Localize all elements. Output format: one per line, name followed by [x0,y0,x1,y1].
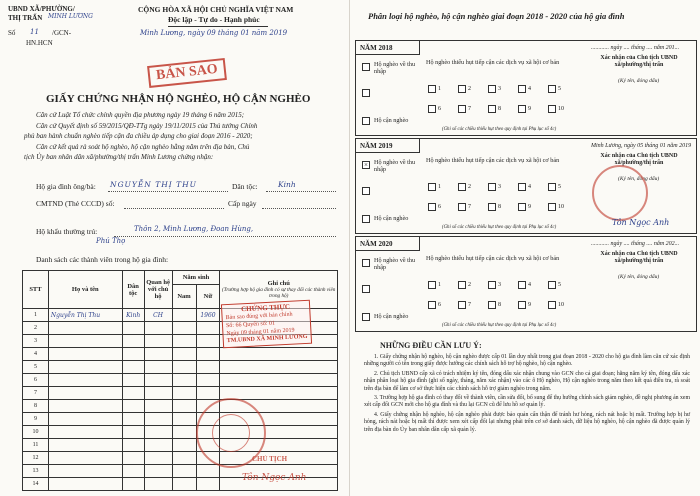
head-dotline [108,191,228,192]
year-date-line: ............ ngày .... tháng .... năm 201... [591,45,680,51]
table-row [23,374,338,387]
row-name [48,439,122,452]
lack-dimension-number: 8 [498,204,501,210]
certificate-back-page [350,0,700,496]
year-label: NĂM 2020 [356,237,420,251]
row-name [48,465,122,478]
lack-dimension-box[interactable] [488,301,496,309]
poor-income-checkbox[interactable] [362,63,370,71]
row-relation [144,322,172,335]
lack-dimension-box[interactable] [458,203,466,211]
lack-dimension-number: 6 [438,204,441,210]
year-seal [592,165,648,221]
row-male [172,452,196,465]
lack-dimension-box[interactable] [458,105,466,113]
cert-stamp-date: Ngày 09 tháng 01 năm 2019 [226,327,295,337]
row-female [196,322,220,335]
row-ethnic [122,348,144,361]
table-row [23,387,338,400]
row-name [48,348,122,361]
row-male [172,348,196,361]
lack-dimension-box[interactable] [488,105,496,113]
year-section-2 [355,138,697,234]
lack-dimension-box[interactable] [518,203,526,211]
lack-dimension-box[interactable] [458,281,466,289]
row-stt: 11 [23,439,49,452]
notes-body [364,354,690,434]
row-stt: 3 [23,335,49,348]
row-stt: 8 [23,400,49,413]
row-note [220,361,338,374]
note-4: 4. Giấy chứng nhận hộ nghèo, hộ cận nghèo phải được bảo quản cẩn thận để tránh hư hỏng, rách nát hoặc bị mất. Trường hợp bị hư hỏng, rách nát hoặc bị mất thì được xem xét cấp đổi lại nhưng phải trên cơ sở danh sách, dữ liệu hộ nghèo, hộ cận nghèo đã được quản lý trên địa bàn do Ủy ban nhân dân cấp xã quản lý. [364,411,690,433]
doc-number-suffix: /GCN- [52,29,72,37]
poor-lack-checkbox[interactable] [362,89,370,97]
poor-income-label: Hộ nghèo về thu nhập [374,159,416,174]
row-relation [144,452,172,465]
basis-decision: Căn cứ Quyết định số 59/2015/QĐ-TTg ngày 19/11/2015 của Thủ tướng Chính [36,122,258,130]
row-male [172,309,196,322]
confirm-sub: (Ký tên, đóng dấu) [618,274,660,280]
lack-dimension-number: 8 [498,302,501,308]
lack-dimension-number: 2 [468,282,471,288]
note-2: 2. Chủ tịch UBND cấp xã có trách nhiệm ký tên, đóng dấu xác nhận chung vào GCN cho cả giai đoạn; hằng năm ký tên, đóng dấu xác nhận phân loại hộ gia đình (ghi số ngày, tháng, năm xác nhận) vào các ô Hộ nghèo, Hộ cận nghèo trong năm theo kết quả điều tra, rà soát trên địa bàn để làm cơ sở thực hiện các chính sách hỗ trợ giảm nghèo trong năm. [364,370,690,392]
row-stt: 10 [23,426,49,439]
row-name [48,478,122,491]
lack-dimension-number: 5 [558,86,561,92]
motto-underline [168,26,268,27]
id-dotline [124,208,224,209]
row-stt: 13 [23,465,49,478]
lack-dimension-box[interactable] [428,301,436,309]
col-name: Họ và tên [48,271,122,309]
members-label: Danh sách các thành viên trong hộ gia đình: [36,255,169,264]
row-stt: 9 [23,413,49,426]
confirm-title: Xác nhận của Chủ tịch UBND xã/phường/thị trấn [600,153,678,167]
signer-name: Tôn Ngọc Anh [242,473,307,483]
row-female: 1960 [196,309,220,322]
lack-dimension-box[interactable] [458,301,466,309]
row-relation [144,465,172,478]
lack-dimension-number: 6 [438,106,441,112]
row-male [172,335,196,348]
row-relation [144,478,172,491]
row-ethnic [122,400,144,413]
row-name [48,335,122,348]
row-male [172,465,196,478]
row-relation [144,361,172,374]
lack-dimension-number: 2 [468,86,471,92]
row-relation [144,413,172,426]
table-row [23,413,338,426]
lack-dimension-number: 10 [558,106,564,112]
row-name [48,400,122,413]
cert-stamp-number: Số: 66 Quyển số: 01 [225,320,276,330]
row-relation [144,400,172,413]
row-stt: 5 [23,361,49,374]
year-label: NĂM 2019 [356,139,420,153]
col-birth-year: Năm sinh [172,271,220,285]
row-male [172,374,196,387]
year-label: NĂM 2018 [356,41,420,55]
table-row [23,426,338,439]
table-row [23,452,338,465]
lack-dimension-box[interactable] [428,85,436,93]
lack-dimension-box[interactable] [488,85,496,93]
row-name: Nguyễn Thị Thu [48,309,122,322]
lack-dimension-number: 4 [528,184,531,190]
col-note-detail: (Trường hợp hộ gia đình có sự thay đổi các thành viên trong hộ) [222,286,336,299]
lack-dimension-number: 3 [498,282,501,288]
authority-line2: THỊ TRẤN [8,14,43,22]
confirm-title: Xác nhận của Chủ tịch UBND xã/phường/thị trấn [600,251,678,265]
row-ethnic [122,374,144,387]
row-ethnic: Kinh [122,309,144,322]
members-table-header [23,271,338,285]
lack-dimension-box[interactable] [548,183,556,191]
poor-income-label: Hộ nghèo về thu nhập [374,257,416,272]
residence-value-2: Phú Thọ [96,237,126,245]
near-poor-label: Hộ cận nghèo [374,117,409,124]
certification-stamp [221,300,312,349]
row-male [172,400,196,413]
row-stt: 2 [23,322,49,335]
row-name [48,361,122,374]
id-date-label: Cấp ngày [228,199,257,208]
row-ethnic [122,465,144,478]
row-name [48,374,122,387]
nation-title: CỘNG HÒA XÃ HỘI CHỦ NGHĨA VIỆT NAM [138,5,294,14]
notes-title: NHỮNG ĐIỀU CẦN LƯU Ý: [380,341,482,350]
near-poor-checkbox[interactable] [362,215,370,223]
lack-dimension-number: 3 [498,184,501,190]
row-male [172,361,196,374]
year-signer-name: Tôn Ngọc Anh [612,218,670,227]
lack-dimension-box[interactable] [518,301,526,309]
row-male [172,426,196,439]
row-male [172,322,196,335]
lack-dimension-number: 4 [528,86,531,92]
official-seal-inner [212,414,250,452]
confirm-sub: (Ký tên, đóng dấu) [618,78,660,84]
table-row [23,439,338,452]
cert-stamp-line: Bản sao đúng với bản chính [225,311,293,322]
lack-dimension-box[interactable] [428,281,436,289]
row-note [220,348,338,361]
row-ethnic [122,335,144,348]
poor-income-label: Hộ nghèo về thu nhập [374,61,416,76]
lack-dimension-box[interactable] [518,85,526,93]
lack-dimension-number: 10 [558,302,564,308]
row-ethnic [122,439,144,452]
lack-dimension-box[interactable] [458,85,466,93]
basis-review-cont: tịch Ủy ban nhân dân xã/phường/thị trấn Minh Lương chứng nhận: [24,153,214,161]
lack-dimension-box[interactable] [548,301,556,309]
doc-number-value: 11 [30,28,39,36]
row-relation [144,387,172,400]
row-relation [144,348,172,361]
row-stt: 4 [23,348,49,361]
lack-dimension-box[interactable] [488,281,496,289]
doc-number-label: Số [8,29,16,37]
lack-dimension-number: 7 [468,106,471,112]
lack-dimension-box[interactable] [428,183,436,191]
col-relation: Quan hệ với chủ hộ [144,271,172,309]
row-ethnic [122,413,144,426]
row-male [172,387,196,400]
row-male [172,413,196,426]
row-ethnic [122,478,144,491]
poor-lack-checkbox[interactable] [362,187,370,195]
lack-dimension-box[interactable] [548,281,556,289]
col-male: Nam [172,285,196,309]
authority-handwritten: MINH LƯƠNG [48,13,93,20]
lack-dimension-box[interactable] [428,105,436,113]
row-relation [144,439,172,452]
row-ethnic [122,322,144,335]
near-poor-label: Hộ cận nghèo [374,313,409,320]
row-stt: 14 [23,478,49,491]
lack-dimension-number: 2 [468,184,471,190]
row-ethnic [122,361,144,374]
poor-lack-checkbox[interactable] [362,285,370,293]
lack-dimension-box[interactable] [548,105,556,113]
near-poor-checkbox[interactable] [362,313,370,321]
row-ethnic [122,387,144,400]
issue-date: Minh Lương, ngày 09 tháng 01 năm 2019 [140,29,288,37]
lack-dimension-number: 5 [558,282,561,288]
lack-note: (Ghi số các chiều thiếu hụt theo quy định tại Phụ lục số 4c) [442,323,557,328]
row-relation [144,374,172,387]
id-label: CMTND (Thẻ CCCD) số: [36,199,115,208]
lack-dimension-box[interactable] [518,105,526,113]
residence-label: Hộ khẩu thường trú: [36,227,98,236]
motto: Độc lập - Tự do - Hạnh phúc [168,15,260,24]
poor-lack-label: Hộ nghèo thiếu hụt tiếp cận các dịch vụ xã hội cơ bản [426,157,560,164]
row-female [196,465,220,478]
residence-dotline [114,236,336,237]
head-name: NGUYỄN THỊ THU [110,180,198,189]
lack-dimension-box[interactable] [488,183,496,191]
row-female [196,478,220,491]
basis-law: Căn cứ Luật Tổ chức chính quyền địa phương ngày 19 tháng 6 năm 2015; [36,111,245,119]
cert-stamp-org: TM.UBND XÃ MINH LƯƠNG [226,334,308,345]
lack-note: (Ghi số các chiều thiếu hụt theo quy định tại Phụ lục số 4c) [442,225,557,230]
table-row [23,348,338,361]
row-name [48,322,122,335]
basis-review: Căn cứ kết quả rà soát hộ nghèo, hộ cận nghèo hằng năm trên địa bàn, Chủ [36,143,250,151]
year-date-line: ............ ngày .... tháng .... năm 202... [591,241,680,247]
row-name [48,426,122,439]
lack-dimension-number: 9 [528,204,531,210]
note-3: 3. Trường hợp hộ gia đình có thay đổi về thành viên, cần sửa đổi, bổ sung để thụ hưởng chính sách giảm nghèo, đề nghị phương án xem xét cấp đổi GCN mới cho hộ gia đình và thu lại GCN cũ để lưu hồ sơ quản lý. [364,395,690,409]
row-note [220,387,338,400]
confirm-title: Xác nhận của Chủ tịch UBND xã/phường/thị trấn [600,55,678,69]
row-name [48,452,122,465]
row-relation [144,335,172,348]
head-label: Hộ gia đình ông/bà: [36,182,96,191]
doc-number-line2: HN.HCN [26,39,53,47]
row-stt: 12 [23,452,49,465]
lack-dimension-box[interactable] [548,85,556,93]
residence-value: Thôn 2, Minh Lương, Đoan Hùng, [134,225,254,233]
row-stt: 6 [23,374,49,387]
id-date-dotline [262,208,336,209]
row-name [48,387,122,400]
row-female [196,348,220,361]
col-stt: STT [23,271,49,309]
lack-dimension-number: 6 [438,302,441,308]
row-relation [144,426,172,439]
row-ethnic [122,452,144,465]
row-female [196,361,220,374]
lack-dimension-box[interactable] [488,203,496,211]
lack-dimension-number: 8 [498,106,501,112]
lack-dimension-number: 9 [528,106,531,112]
table-row [23,400,338,413]
year-section-3 [355,236,697,332]
lack-dimension-number: 7 [468,204,471,210]
year-date-line: Minh Lương, ngày 05 tháng 01 năm 2019 [591,143,692,149]
lack-dimension-number: 7 [468,302,471,308]
ethnic-dotline [266,191,336,192]
year-section-1 [355,40,697,136]
row-male [172,478,196,491]
lack-dimension-number: 1 [438,86,441,92]
ethnic-label: Dân tộc: [232,182,258,191]
near-poor-label: Hộ cận nghèo [374,215,409,222]
lack-dimension-number: 1 [438,282,441,288]
poor-income-checkbox[interactable] [362,259,370,267]
row-stt: 1 [23,309,49,322]
col-ethnic: Dân tộc [122,271,144,309]
lack-dimension-number: 10 [558,204,564,210]
row-ethnic [122,426,144,439]
lack-dimension-number: 9 [528,302,531,308]
lack-dimension-number: 5 [558,184,561,190]
confirm-sub: (Ký tên, đóng dấu) [618,176,660,182]
classification-header: Phân loại hộ nghèo, hộ cận nghèo giai đoạn 2018 - 2020 của hộ gia đình [368,11,625,21]
authority-line1: UBND XÃ/PHƯỜNG/ [8,5,75,13]
note-1: 1. Giấy chứng nhận hộ nghèo, hộ cận nghèo được cấp 01 lần duy nhất trong giai đoạn 2018 - 2020 cho hộ gia đình làm căn cứ xác định những người có tên trong giấy được hưởng các chính sách hỗ trợ hộ nghèo, hộ cận nghèo. [364,354,690,368]
lack-dimension-box[interactable] [428,203,436,211]
lack-dimension-number: 1 [438,184,441,190]
poor-lack-label: Hộ nghèo thiếu hụt tiếp cận các dịch vụ xã hội cơ bản [426,255,560,262]
row-female [196,374,220,387]
row-relation: CH [144,309,172,322]
near-poor-checkbox[interactable] [362,117,370,125]
cert-stamp-title: CHỨNG THỰC [240,302,291,314]
col-note-title: Ghi chú [267,279,290,287]
signer-title: CHỦ TỊCH [252,455,288,463]
lack-dimension-box[interactable] [458,183,466,191]
lack-dimension-box[interactable] [548,203,556,211]
row-female [196,335,220,348]
poor-lack-label: Hộ nghèo thiếu hụt tiếp cận các dịch vụ xã hội cơ bản [426,59,560,66]
table-row [23,361,338,374]
col-female: Nữ [196,285,220,309]
lack-dimension-number: 3 [498,86,501,92]
row-female [196,387,220,400]
lack-dimension-box[interactable] [518,281,526,289]
certificate-title: GIẤY CHỨNG NHẬN HỘ NGHÈO, HỘ CẬN NGHÈO [46,93,311,105]
row-stt: 7 [23,387,49,400]
basis-decision-cont: phủ ban hành chuẩn nghèo tiếp cận đa chiều áp dụng cho giai đoạn 2016 - 2020; [24,132,253,140]
poor-income-checkbox[interactable]: × [362,161,370,169]
lack-dimension-box[interactable] [518,183,526,191]
row-note [220,374,338,387]
row-male [172,439,196,452]
ethnic-value: Kinh [278,180,296,189]
lack-dimension-number: 4 [528,282,531,288]
lack-note: (Ghi số các chiều thiếu hụt theo quy định tại Phụ lục số 4c) [442,127,557,132]
row-name [48,413,122,426]
copy-stamp: BẢN SAO [147,58,227,88]
